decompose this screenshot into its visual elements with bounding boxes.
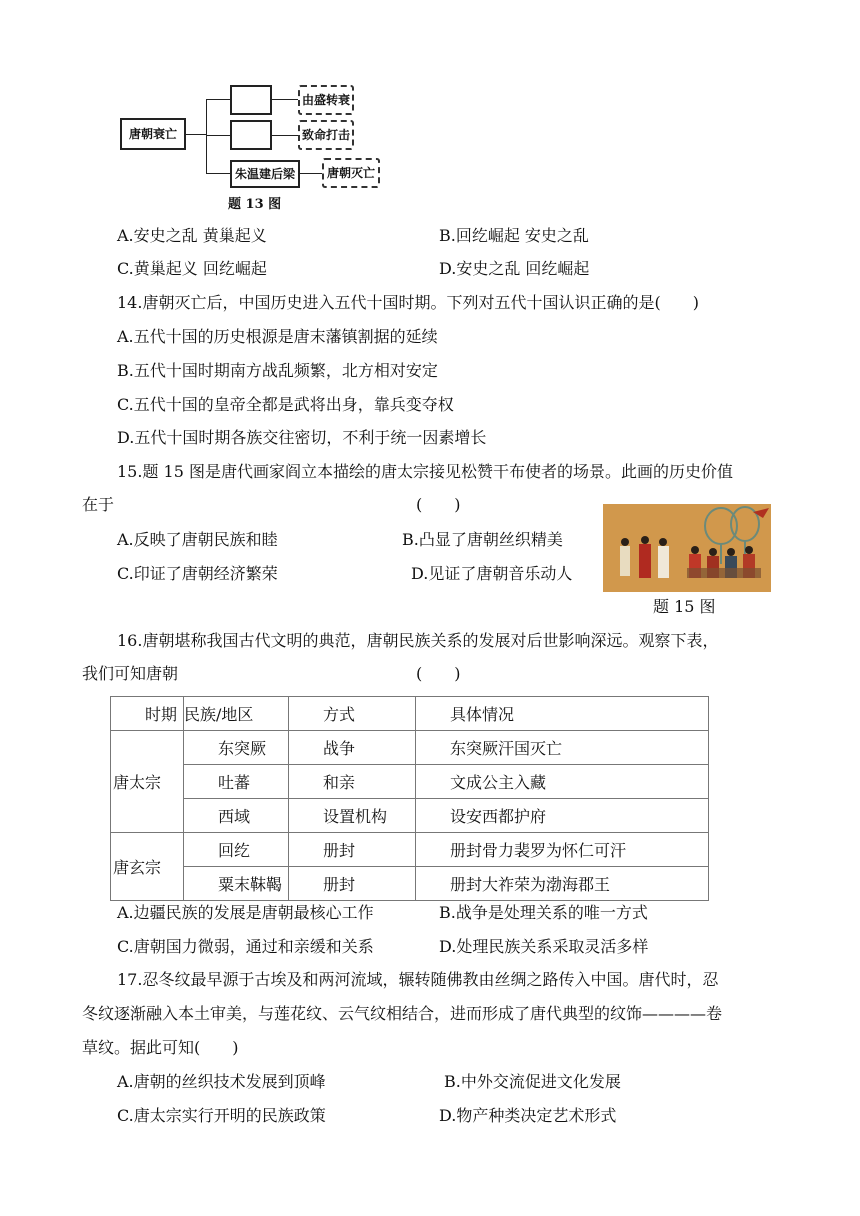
q15-stem-line1: 15.题 15 图是唐代画家阎立本描绘的唐太宗接见松赞干布使者的场景。此画的历史价值 (117, 462, 733, 481)
table-header-row (111, 697, 709, 731)
q17-stem-line1: 17.忍冬纹最早源于古埃及和两河流域，辗转随佛教由丝绸之路传入中国。唐代时，忍 (117, 970, 719, 989)
table-header-cell: 时期 (111, 697, 184, 731)
table-cell: 战争 (289, 731, 416, 765)
table-cell: 和亲 (289, 765, 416, 799)
table-row (111, 799, 709, 833)
q16-stem-line2: 我们可知唐朝 (82, 664, 179, 683)
q17-option-d: D.物产种类决定艺术形式 (439, 1106, 617, 1125)
diagram-cause-box: 朱温建后梁 (230, 160, 300, 188)
diagram-main-box: 唐朝衰亡 (120, 118, 186, 150)
q16-stem-line1: 16.唐朝堪称我国古代文明的典范，唐朝民族关系的发展对后世影响深远。观察下表， (117, 631, 719, 650)
q15-caption: 题 15 图 (653, 597, 716, 616)
table-header-cell: 民族/地区 (184, 697, 289, 731)
q14-option-d: D.五代十国时期各族交往密切，不利于统一因素增长 (117, 428, 487, 447)
q17-option-c: C.唐太宗实行开明的民族政策 (117, 1106, 326, 1125)
diagram-result-box-3: 唐朝灭亡 (322, 158, 380, 188)
q17-option-b: B.中外交流促进文化发展 (444, 1072, 621, 1091)
diagram-result-box-2: 致命打击 (298, 120, 354, 150)
q15-option-c: C.印证了唐朝经济繁荣 (117, 564, 278, 583)
q15-option-d: D.见证了唐朝音乐动人 (411, 564, 573, 583)
q14-stem: 14.唐朝灭亡后，中国历史进入五代十国时期。下列对五代十国认识正确的是( ) (117, 293, 699, 312)
q14-option-a: A.五代十国的历史根源是唐末藩镇割据的延续 (117, 327, 438, 346)
q15-blank: ( ) (416, 495, 461, 514)
q16-option-d: D.处理民族关系采取灵活多样 (439, 937, 649, 956)
table-cell: 册封骨力裴罗为怀仁可汗 (416, 833, 709, 867)
table-cell: 设安西都护府 (416, 799, 709, 833)
q15-option-a: A.反映了唐朝民族和睦 (117, 530, 278, 549)
q15-option-b: B.凸显了唐朝丝织精美 (402, 530, 563, 549)
q13-option-b: B.回纥崛起 安史之乱 (439, 226, 589, 245)
table-cell: 粟末靺鞨 (184, 867, 289, 901)
table-row (111, 867, 709, 901)
q17-stem-line2: 冬纹逐渐融入本土审美，与莲花纹、云气纹相结合，进而形成了唐代典型的纹饰————卷 (82, 1004, 723, 1023)
q16-option-b: B.战争是处理关系的唯一方式 (439, 903, 648, 922)
q16-table (110, 696, 709, 901)
table-period-cell: 唐玄宗 (111, 833, 184, 901)
table-row (111, 731, 709, 765)
table-period-cell: 唐太宗 (111, 731, 184, 833)
table-header-cell: 方式 (289, 697, 416, 731)
diagram-blank-box-1 (230, 85, 272, 115)
q13-option-a: A.安史之乱 黄巢起义 (117, 226, 267, 245)
q16-blank: ( ) (416, 664, 461, 683)
table-cell: 册封大祚荣为渤海郡王 (416, 867, 709, 901)
q14-option-c: C.五代十国的皇帝全都是武将出身，靠兵变夺权 (117, 395, 454, 414)
table-cell: 回纥 (184, 833, 289, 867)
table-cell: 册封 (289, 833, 416, 867)
diagram-blank-box-2 (230, 120, 272, 150)
q15-stem-line2: 在于 (82, 495, 115, 514)
table-cell: 吐蕃 (184, 765, 289, 799)
diagram-result-box-1: 由盛转衰 (298, 85, 354, 115)
table-cell: 设置机构 (289, 799, 416, 833)
table-cell: 文成公主入藏 (416, 765, 709, 799)
table-row (111, 765, 709, 799)
q17-option-a: A.唐朝的丝织技术发展到顶峰 (117, 1072, 326, 1091)
q13-option-d: D.安史之乱 回纥崛起 (439, 259, 590, 278)
q16-option-c: C.唐朝国力微弱，通过和亲缓和关系 (117, 937, 374, 956)
table-cell: 册封 (289, 867, 416, 901)
table-row (111, 833, 709, 867)
table-header-cell: 具体情况 (416, 697, 709, 731)
q14-option-b: B.五代十国时期南方战乱频繁，北方相对安定 (117, 361, 438, 380)
table-cell: 东突厥 (184, 731, 289, 765)
table-cell: 东突厥汗国灭亡 (416, 731, 709, 765)
diagram-caption: 题 13 图 (228, 197, 282, 212)
q16-option-a: A.边疆民族的发展是唐朝最核心工作 (117, 903, 374, 922)
q13-option-c: C.黄巢起义 回纥崛起 (117, 259, 267, 278)
q15-painting-image (603, 504, 771, 592)
table-cell: 西域 (184, 799, 289, 833)
q17-stem-line3: 草纹。据此可知( ) (82, 1038, 239, 1057)
